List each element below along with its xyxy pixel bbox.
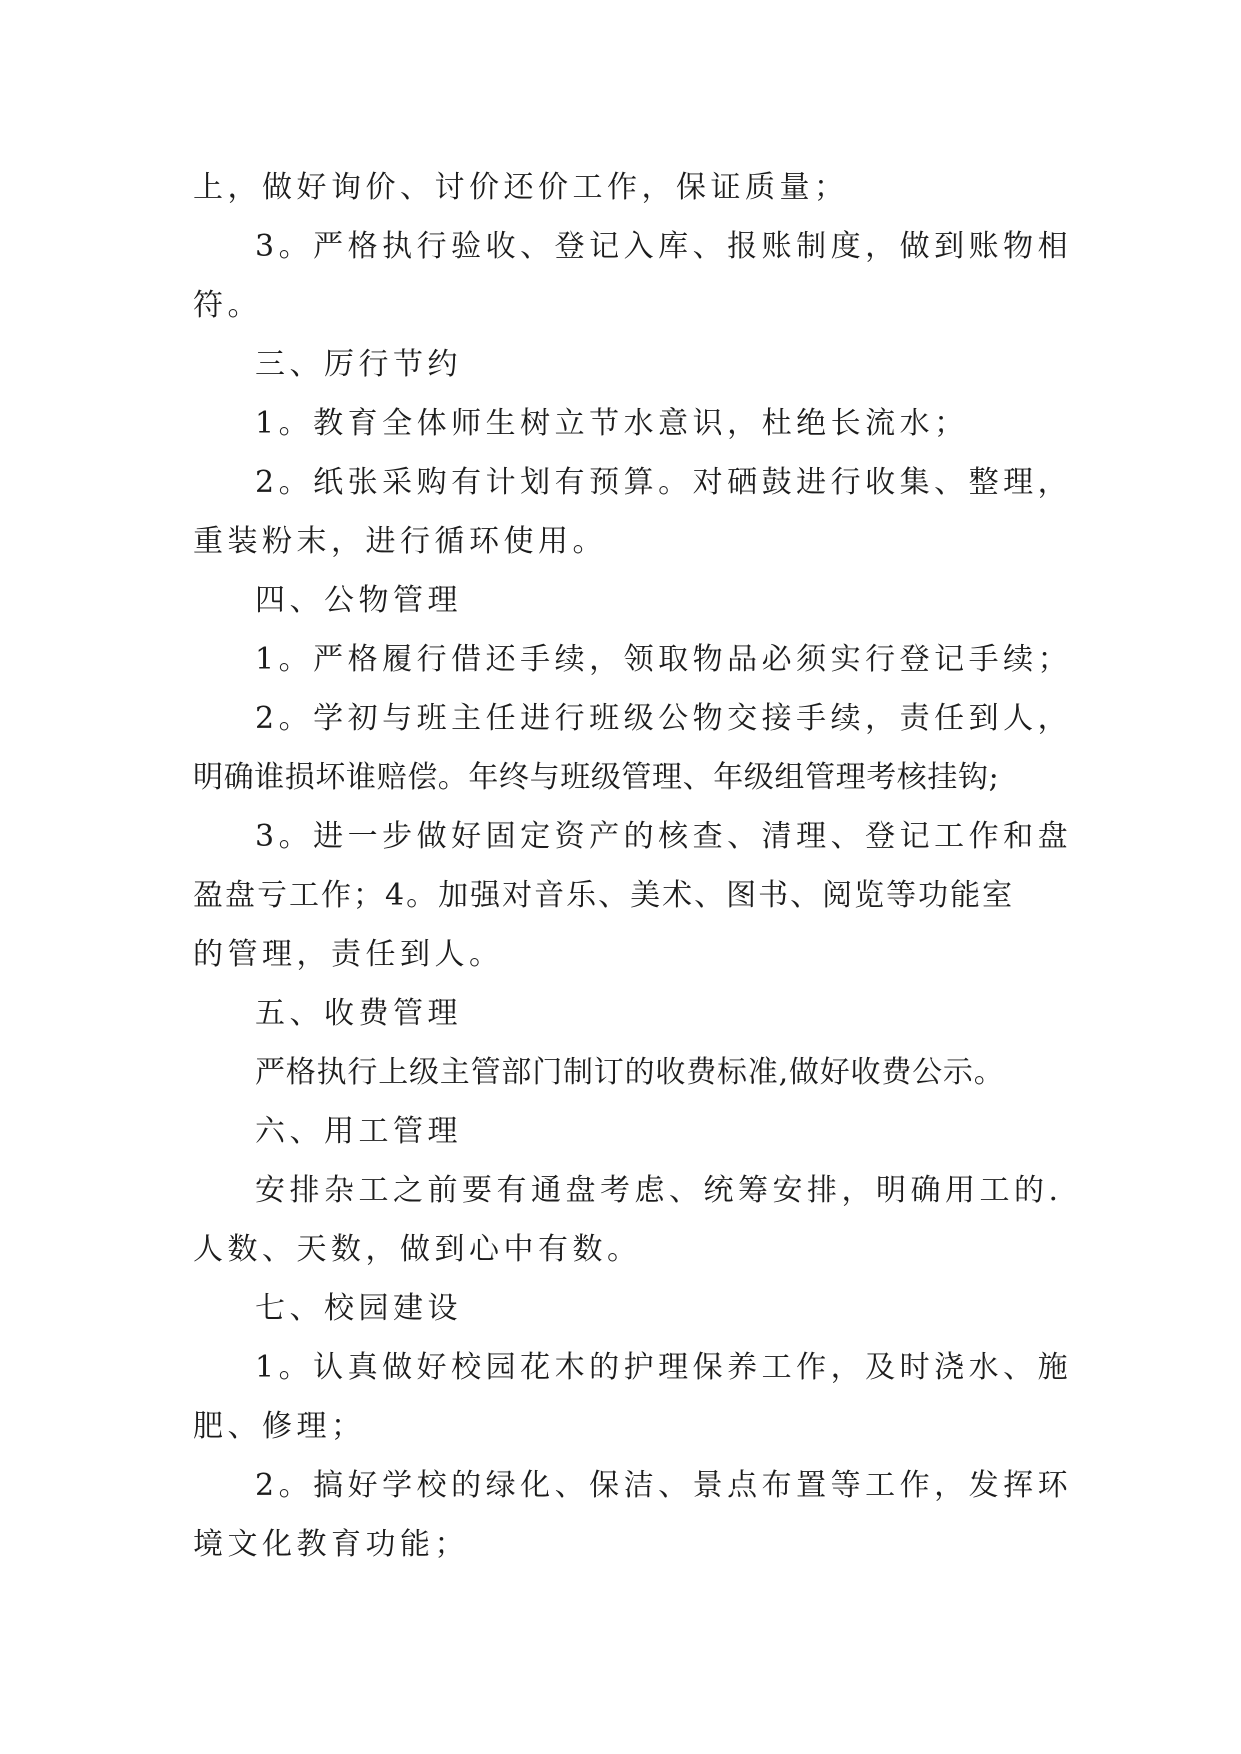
text-line: 的管理，责任到人。 — [193, 937, 504, 972]
text-line: 境文化教育功能； — [193, 1527, 469, 1562]
text-line: 重装粉末，进行循环使用。 — [193, 524, 607, 559]
text-line: 明确谁损坏谁赔偿。年终与班级管理、年级组管理考核挂钩; — [193, 760, 1000, 795]
text-line: 严格执行上级主管部门制订的收费标准,做好收费公示。 — [255, 1055, 1005, 1090]
text-line: 2。学初与班主任进行班级公物交接手续，责任到人， — [255, 701, 1073, 736]
section-heading: 五、收费管理 — [255, 996, 462, 1031]
text-line: 3。严格执行验收、登记入库、报账制度，做到账物相 — [255, 229, 1073, 264]
section-heading: 四、公物管理 — [255, 583, 462, 618]
text-line: 1。认真做好校园花木的护理保养工作，及时浇水、施 — [255, 1350, 1073, 1385]
text-line: 上，做好询价、讨价还价工作，保证质量； — [193, 170, 849, 205]
text-line: 盈盘亏工作；4。加强对音乐、美术、图书、阅览等功能室 — [193, 878, 1015, 913]
text-line: 安排杂工之前要有通盘考虑、统筹安排，明确用工的. — [255, 1173, 1063, 1208]
section-heading: 七、校园建设 — [255, 1291, 462, 1326]
text-line: 3。进一步做好固定资产的核查、清理、登记工作和盘 — [255, 819, 1073, 854]
text-line: 2。搞好学校的绿化、保洁、景点布置等工作，发挥环 — [255, 1468, 1073, 1503]
text-line: 1。严格履行借还手续，领取物品必须实行登记手续； — [255, 642, 1073, 677]
text-line: 肥、修理； — [193, 1409, 366, 1444]
text-line: 符。 — [193, 288, 262, 323]
text-line: 1。教育全体师生树立节水意识，杜绝长流水； — [255, 406, 969, 441]
section-heading: 三、厉行节约 — [255, 347, 462, 382]
text-line: 人数、天数，做到心中有数。 — [193, 1232, 642, 1267]
document-body — [193, 158, 1073, 1574]
section-heading: 六、用工管理 — [255, 1114, 462, 1149]
text-line: 2。纸张采购有计划有预算。对硒鼓进行收集、整理， — [255, 465, 1073, 500]
